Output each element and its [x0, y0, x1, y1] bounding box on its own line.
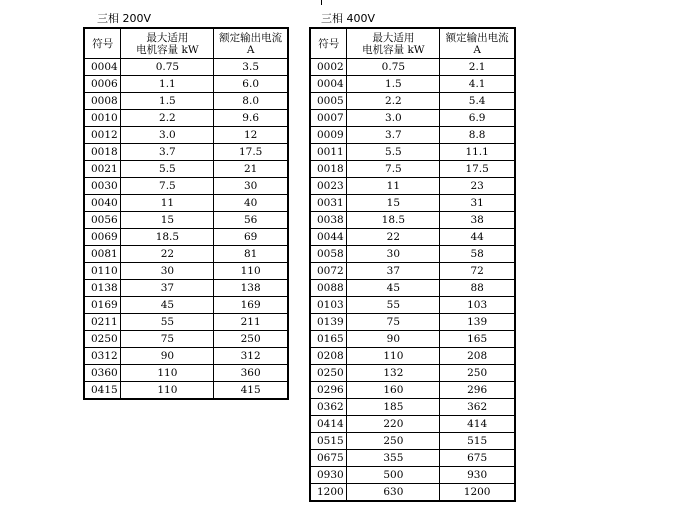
cell-code: 0012 [84, 127, 121, 144]
cell-code: 0515 [310, 433, 347, 450]
cell-code: 0103 [310, 297, 347, 314]
cell-rated-current-a: 4.1 [440, 76, 515, 93]
cell-motor-power-kw: 5.5 [121, 161, 214, 178]
table-row [310, 161, 515, 178]
cell-motor-power-kw: 160 [347, 382, 440, 399]
cell-rated-current-a: 6.0 [214, 76, 288, 93]
cell-motor-power-kw: 185 [347, 399, 440, 416]
cell-rated-current-a: 930 [440, 467, 515, 484]
cell-code: 0360 [84, 365, 121, 382]
cell-rated-current-a: 69 [214, 229, 288, 246]
cell-motor-power-kw: 355 [347, 450, 440, 467]
cell-code: 0023 [310, 178, 347, 195]
cell-motor-power-kw: 3.7 [121, 144, 214, 161]
cell-code: 0211 [84, 314, 121, 331]
header-current-line2: A [473, 43, 481, 56]
table-row [310, 467, 515, 484]
cell-code: 0296 [310, 382, 347, 399]
cell-rated-current-a: 81 [214, 246, 288, 263]
cell-motor-power-kw: 110 [121, 365, 214, 382]
cell-code: 0021 [84, 161, 121, 178]
table-row [310, 127, 515, 144]
table-row [310, 297, 515, 314]
header-current [214, 28, 288, 59]
cell-code: 0208 [310, 348, 347, 365]
cell-code: 0007 [310, 110, 347, 127]
cell-motor-power-kw: 630 [347, 484, 440, 502]
table-row [310, 212, 515, 229]
table-title-200v: 三相 200V [97, 12, 152, 25]
cell-rated-current-a: 11.1 [440, 144, 515, 161]
header-current [440, 28, 515, 59]
cell-code: 0004 [84, 59, 121, 76]
cell-code: 0030 [84, 178, 121, 195]
cell-rated-current-a: 44 [440, 229, 515, 246]
cell-rated-current-a: 23 [440, 178, 515, 195]
cell-code: 0312 [84, 348, 121, 365]
header-current-line1: 额定输出电流 [219, 31, 283, 44]
table-row [310, 59, 515, 76]
cell-rated-current-a: 103 [440, 297, 515, 314]
cell-rated-current-a: 250 [214, 331, 288, 348]
cell-motor-power-kw: 3.7 [347, 127, 440, 144]
cell-code: 0058 [310, 246, 347, 263]
header-current-line2: A [246, 43, 255, 56]
header-code: 符号 [310, 28, 347, 59]
table-row [84, 263, 288, 280]
cell-motor-power-kw: 18.5 [121, 229, 214, 246]
table-row [310, 331, 515, 348]
table-title-400v: 三相 400V [321, 12, 376, 25]
cell-rated-current-a: 165 [440, 331, 515, 348]
table-row [310, 93, 515, 110]
cell-motor-power-kw: 15 [347, 195, 440, 212]
cell-rated-current-a: 12 [214, 127, 288, 144]
cell-motor-power-kw: 500 [347, 467, 440, 484]
cell-code: 0010 [84, 110, 121, 127]
cell-rated-current-a: 38 [440, 212, 515, 229]
cell-motor-power-kw: 1.5 [121, 93, 214, 110]
cell-rated-current-a: 8.8 [440, 127, 515, 144]
cell-rated-current-a: 21 [214, 161, 288, 178]
cell-rated-current-a: 9.6 [214, 110, 288, 127]
cell-rated-current-a: 31 [440, 195, 515, 212]
cell-rated-current-a: 169 [214, 297, 288, 314]
table-row [310, 399, 515, 416]
cell-code: 0250 [84, 331, 121, 348]
header-power-line2: 电机容量 kW [362, 43, 425, 56]
cell-rated-current-a: 360 [214, 365, 288, 382]
cell-motor-power-kw: 110 [347, 348, 440, 365]
cell-code: 0139 [310, 314, 347, 331]
table-row [310, 348, 515, 365]
cell-motor-power-kw: 22 [347, 229, 440, 246]
header-power-line1: 最大适用 [372, 31, 415, 44]
table-row [84, 144, 288, 161]
cell-rated-current-a: 110 [214, 263, 288, 280]
cell-rated-current-a: 88 [440, 280, 515, 297]
table-row [310, 382, 515, 399]
table-row [84, 76, 288, 93]
table-row [84, 178, 288, 195]
cell-code: 0040 [84, 195, 121, 212]
cell-motor-power-kw: 0.75 [121, 59, 214, 76]
cell-motor-power-kw: 110 [121, 382, 214, 400]
cell-motor-power-kw: 55 [347, 297, 440, 314]
table-row [84, 348, 288, 365]
cell-rated-current-a: 17.5 [214, 144, 288, 161]
cell-rated-current-a: 139 [440, 314, 515, 331]
cell-rated-current-a: 414 [440, 416, 515, 433]
header-code: 符号 [84, 28, 121, 59]
table-row [84, 280, 288, 297]
table-row [310, 314, 515, 331]
table-row [84, 110, 288, 127]
header-power [121, 28, 214, 59]
table-row [310, 229, 515, 246]
cell-code: 0414 [310, 416, 347, 433]
cell-motor-power-kw: 45 [347, 280, 440, 297]
cell-code: 0018 [84, 144, 121, 161]
cell-rated-current-a: 6.9 [440, 110, 515, 127]
cell-code: 0415 [84, 382, 121, 400]
cell-code: 0004 [310, 76, 347, 93]
spec-table-400v [309, 27, 516, 502]
table-row [310, 195, 515, 212]
cell-rated-current-a: 2.1 [440, 59, 515, 76]
cell-code: 0250 [310, 365, 347, 382]
cell-motor-power-kw: 1.5 [347, 76, 440, 93]
table-row [310, 246, 515, 263]
cell-code: 0005 [310, 93, 347, 110]
cell-code: 0072 [310, 263, 347, 280]
cell-rated-current-a: 8.0 [214, 93, 288, 110]
cell-code: 0044 [310, 229, 347, 246]
cell-motor-power-kw: 37 [347, 263, 440, 280]
table-row [310, 263, 515, 280]
cell-code: 0081 [84, 246, 121, 263]
cell-rated-current-a: 312 [214, 348, 288, 365]
table-row [310, 178, 515, 195]
table-row [310, 365, 515, 382]
table-row [84, 365, 288, 382]
cell-motor-power-kw: 250 [347, 433, 440, 450]
header-power-line2: 电机容量 kW [136, 43, 199, 56]
spec-table-200v [83, 27, 289, 400]
cell-code: 0009 [310, 127, 347, 144]
cell-motor-power-kw: 7.5 [121, 178, 214, 195]
cell-motor-power-kw: 55 [121, 314, 214, 331]
table-row [84, 161, 288, 178]
cell-code: 0069 [84, 229, 121, 246]
cell-rated-current-a: 72 [440, 263, 515, 280]
cell-rated-current-a: 40 [214, 195, 288, 212]
cell-rated-current-a: 30 [214, 178, 288, 195]
table-row [84, 59, 288, 76]
cell-rated-current-a: 675 [440, 450, 515, 467]
table-row [84, 127, 288, 144]
cell-code: 0930 [310, 467, 347, 484]
cell-code: 0018 [310, 161, 347, 178]
cell-code: 0038 [310, 212, 347, 229]
cell-motor-power-kw: 15 [121, 212, 214, 229]
cell-rated-current-a: 250 [440, 365, 515, 382]
table-row [84, 382, 288, 400]
cell-rated-current-a: 296 [440, 382, 515, 399]
header-row [310, 28, 515, 59]
cell-motor-power-kw: 7.5 [347, 161, 440, 178]
cell-motor-power-kw: 2.2 [121, 110, 214, 127]
cell-motor-power-kw: 30 [347, 246, 440, 263]
table-row [84, 229, 288, 246]
cell-motor-power-kw: 11 [121, 195, 214, 212]
table-row [84, 246, 288, 263]
cell-motor-power-kw: 22 [121, 246, 214, 263]
table-row [310, 76, 515, 93]
cell-code: 0002 [310, 59, 347, 76]
cell-motor-power-kw: 132 [347, 365, 440, 382]
cell-motor-power-kw: 90 [121, 348, 214, 365]
header-power [347, 28, 440, 59]
table-row [310, 484, 515, 502]
cell-rated-current-a: 415 [214, 382, 288, 400]
table-row [84, 212, 288, 229]
table-row [310, 110, 515, 127]
table-row [310, 280, 515, 297]
cell-motor-power-kw: 45 [121, 297, 214, 314]
table-row [84, 93, 288, 110]
cell-motor-power-kw: 3.0 [121, 127, 214, 144]
cell-code: 0165 [310, 331, 347, 348]
cell-rated-current-a: 211 [214, 314, 288, 331]
cell-rated-current-a: 58 [440, 246, 515, 263]
table-row [84, 314, 288, 331]
cell-rated-current-a: 138 [214, 280, 288, 297]
cell-rated-current-a: 17.5 [440, 161, 515, 178]
table-row [310, 416, 515, 433]
cell-rated-current-a: 1200 [440, 484, 515, 502]
table-row [84, 331, 288, 348]
cell-rated-current-a: 3.5 [214, 59, 288, 76]
cell-motor-power-kw: 0.75 [347, 59, 440, 76]
cell-code: 0138 [84, 280, 121, 297]
cell-rated-current-a: 515 [440, 433, 515, 450]
cell-code: 0169 [84, 297, 121, 314]
table-row [310, 433, 515, 450]
cell-code: 0006 [84, 76, 121, 93]
cell-motor-power-kw: 30 [121, 263, 214, 280]
table-row [84, 297, 288, 314]
cell-code: 0675 [310, 450, 347, 467]
cell-motor-power-kw: 220 [347, 416, 440, 433]
cell-motor-power-kw: 75 [121, 331, 214, 348]
cell-code: 0011 [310, 144, 347, 161]
header-power-line1: 最大适用 [146, 31, 189, 44]
cell-motor-power-kw: 2.2 [347, 93, 440, 110]
cell-code: 1200 [310, 484, 347, 502]
cell-motor-power-kw: 18.5 [347, 212, 440, 229]
cell-code: 0362 [310, 399, 347, 416]
top-tick-mark [321, 0, 322, 5]
table-row [310, 450, 515, 467]
cell-code: 0056 [84, 212, 121, 229]
cell-rated-current-a: 208 [440, 348, 515, 365]
cell-rated-current-a: 56 [214, 212, 288, 229]
header-row [84, 28, 288, 59]
cell-code: 0008 [84, 93, 121, 110]
cell-code: 0110 [84, 263, 121, 280]
cell-rated-current-a: 5.4 [440, 93, 515, 110]
cell-motor-power-kw: 11 [347, 178, 440, 195]
cell-rated-current-a: 362 [440, 399, 515, 416]
cell-motor-power-kw: 37 [121, 280, 214, 297]
table-row [84, 195, 288, 212]
cell-code: 0031 [310, 195, 347, 212]
cell-motor-power-kw: 90 [347, 331, 440, 348]
cell-motor-power-kw: 5.5 [347, 144, 440, 161]
cell-motor-power-kw: 3.0 [347, 110, 440, 127]
table-row [310, 144, 515, 161]
cell-code: 0088 [310, 280, 347, 297]
cell-motor-power-kw: 1.1 [121, 76, 214, 93]
cell-motor-power-kw: 75 [347, 314, 440, 331]
header-current-line1: 额定输出电流 [445, 31, 509, 44]
